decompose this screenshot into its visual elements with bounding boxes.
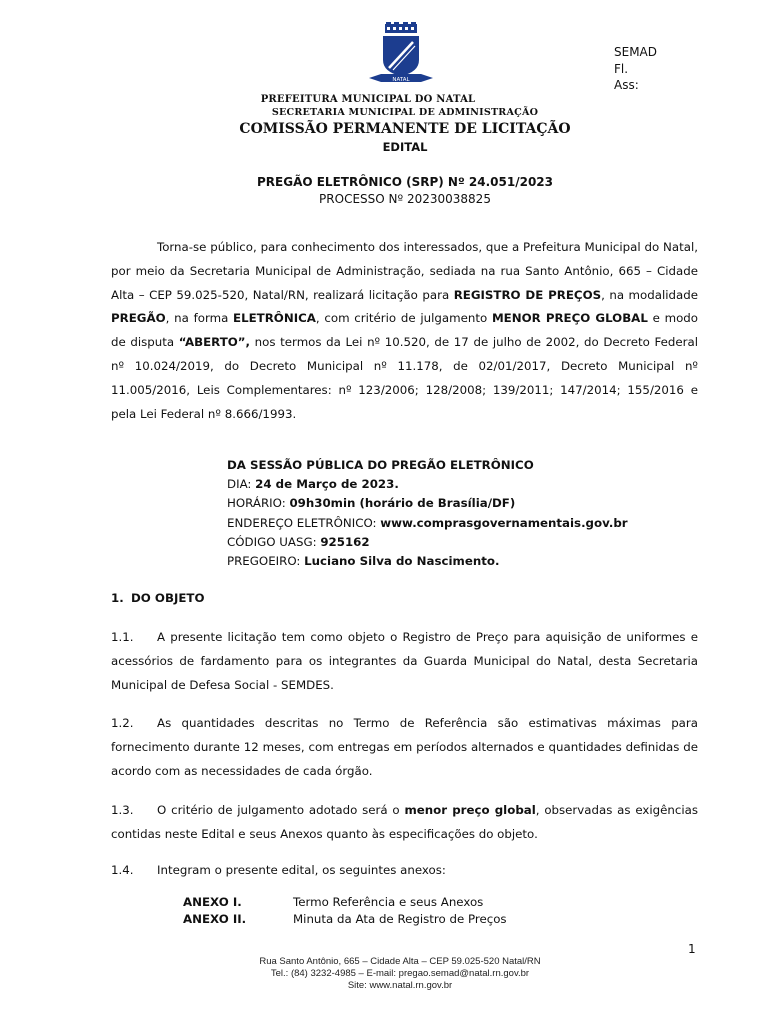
clause-number: 1.3. <box>111 803 134 817</box>
header-prefeitura: PREFEITURA MUNICIPAL DO NATAL <box>260 94 476 105</box>
clause-1-1 <box>111 626 698 697</box>
intro-paragraph <box>111 236 698 426</box>
intro-text-1: Torna-se público, para conhecimento dos interessados, que a Prefeitura Municipal do Natal, por meio da Secretaria Municipal de Administração, sediada na rua Santo Antônio, 665 – Cidade Alta – CEP 59.025-520, Natal/RN, realizará licitação para <box>111 240 698 302</box>
clause-1-4 <box>111 863 446 877</box>
stamp-line-folha: Fl. <box>614 61 629 76</box>
footer-address: Rua Santo Antônio, 665 – Cidade Alta – CEP 59.025-520 Natal/RN <box>259 956 541 967</box>
session-dia: DIA: 24 de Março de 2023. <box>227 477 399 492</box>
clause-text: A presente licitação tem como objeto o Registro de Preço para aquisição de uniformes e acessórios de fardamento para os integrantes da Guarda Municipal do Natal, desta Secretaria Municipal de Defesa Social - SEMDES. <box>111 630 698 692</box>
clause-1-2 <box>111 712 698 783</box>
session-endereco: ENDEREÇO ELETRÔNICO: www.comprasgovernamentais.gov.br <box>227 515 628 530</box>
intro-text-2: , na modalidade <box>601 287 698 302</box>
header-edital: EDITAL <box>382 140 428 154</box>
annex-item: ANEXO II. Minuta da Ata de Registro de Preços <box>183 912 507 926</box>
header-secretaria: SECRETARIA MUNICIPAL DE ADMINISTRAÇÃO <box>271 107 539 118</box>
clause-text: As quantidades descritas no Termo de Referência são estimativas máximas para fornecimento durante 12 meses, com entregas em períodos alternados e quantidades definidas de acordo com as necessidades de cada órgão. <box>111 716 698 778</box>
session-title: DA SESSÃO PÚBLICA DO PREGÃO ELETRÔNICO <box>227 458 534 472</box>
clause-number: 1.2. <box>111 716 134 730</box>
session-pregoeiro: PREGOEIRO: Luciano Silva do Nascimento. <box>227 554 500 569</box>
pregao-title: PREGÃO ELETRÔNICO (SRP) Nº 24.051/2023 <box>256 175 553 189</box>
footer-site: Site: www.natal.rn.gov.br <box>347 980 453 991</box>
clause-number: 1.1. <box>111 630 134 644</box>
session-block <box>227 456 628 571</box>
intro-bold-menor-preco: MENOR PREÇO GLOBAL <box>491 311 648 326</box>
stamp-line-semad: SEMAD <box>614 45 658 59</box>
semad-stamp-box <box>614 44 657 94</box>
section-objeto-heading: 1. DO OBJETO <box>111 591 205 605</box>
annex-item: ANEXO I. Termo Referência e seus Anexos <box>183 895 484 909</box>
crest-ribbon-text: NATAL <box>392 77 410 83</box>
clause-number: 1.4. <box>111 863 134 877</box>
intro-bold-aberto: “ABERTO”, <box>178 335 251 350</box>
intro-text-3: , na forma <box>165 311 234 326</box>
intro-bold-registro: REGISTRO DE PREÇOS <box>453 287 602 302</box>
stamp-line-assinatura: Ass: <box>614 78 639 92</box>
clause-1-3: 1.3. O critério de julgamento adotado será o menor preço global, observadas as exigências contidas neste Edital e seus Anexos quanto às especificações do objeto. <box>111 799 698 847</box>
intro-text-5: e modo de disputa <box>111 311 698 350</box>
natal-crest-logo <box>367 22 435 90</box>
intro-bold-pregao: PREGÃO <box>111 311 166 326</box>
footer-contact: Tel.: (84) 3232-4985 – E-mail: pregao.semad@natal.rn.gov.br <box>270 968 530 979</box>
page-number: 1 <box>688 942 696 956</box>
processo-number: PROCESSO Nº 20230038825 <box>319 192 491 206</box>
intro-text-6: nos termos da Lei nº 10.520, de 17 de julho de 2002, do Decreto Federal nº 10.024/2019, do Decreto Municipal nº 11.178, de 02/01/2017, Decreto Municipal nº 11.005/2016, Leis Complementares: nº 123/2006; 128/2008; 139/2011; 147/2014; 155/2016 e pela Lei Federal nº 8.666/1993. <box>111 335 699 421</box>
intro-bold-eletronica: ELETRÔNICA <box>233 311 316 326</box>
clause-text: Integram o presente edital, os seguintes anexos: <box>157 863 446 877</box>
session-uasg: CÓDIGO UASG: 925162 <box>227 534 370 549</box>
header-comissao: COMISSÃO PERMANENTE DE LICITAÇÃO <box>239 121 571 137</box>
intro-text-4: , com critério de julgamento <box>315 311 492 326</box>
session-horario: HORÁRIO: 09h30min (horário de Brasília/DF) <box>227 496 516 511</box>
